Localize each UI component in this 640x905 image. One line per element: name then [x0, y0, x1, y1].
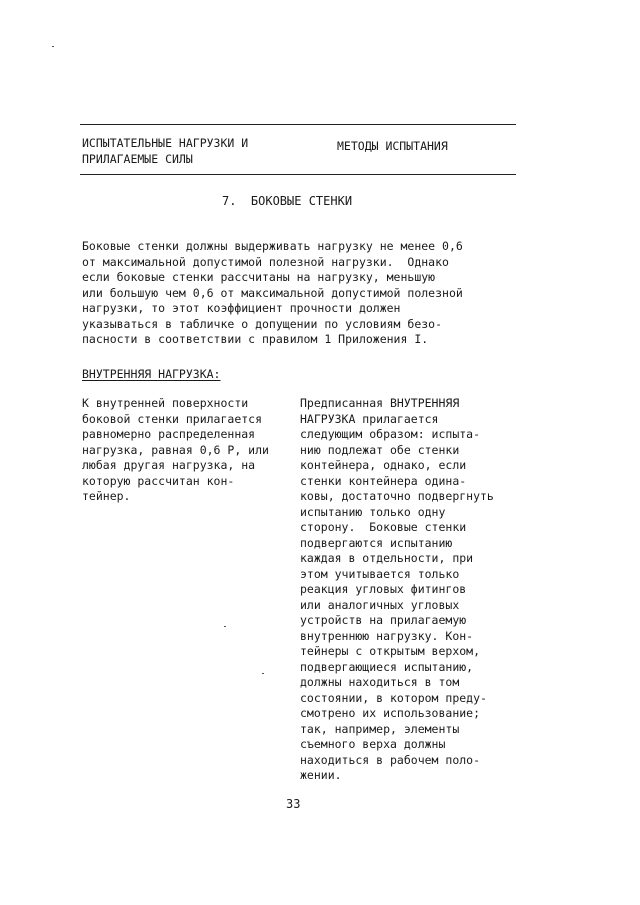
- header-top-rule: [80, 124, 516, 125]
- right-column-line: жении.: [300, 768, 342, 782]
- right-column-line: стенки контейнера одина-: [300, 473, 467, 488]
- paragraph-line: от максимальной допустимой полезной нагрузки. Однако: [82, 254, 449, 269]
- right-column-line: внутреннюю нагрузку. Кон-: [300, 628, 474, 643]
- paragraph-line: если боковые стенки рассчитаны на нагрузку, меньшую: [82, 270, 436, 284]
- paragraph-line: указываться в табличке о допущении по условиям безо-: [82, 316, 443, 331]
- paragraph-line: пасности в соответствии с правилом 1 Приложения I.: [82, 332, 429, 346]
- right-column-line: испытанию только одну: [300, 504, 446, 519]
- right-column-text: [300, 396, 494, 784]
- right-column-line: контейнера, однако, если: [300, 458, 467, 472]
- right-column-line: тейнеры с открытым верхом,: [300, 644, 481, 658]
- left-column-line: К внутренней поверхности: [82, 396, 249, 410]
- left-column-text: [82, 396, 269, 505]
- right-column-line: сторону. Боковые стенки: [300, 520, 467, 534]
- scan-speck: [52, 46, 54, 47]
- right-column-line: НАГРУЗКА прилагается: [300, 411, 439, 426]
- page-number: 33: [286, 797, 301, 811]
- right-column-line: так, например, элементы: [300, 721, 460, 736]
- left-column-line: боковой стенки прилагается: [82, 411, 263, 426]
- header-bottom-rule: [80, 174, 516, 175]
- right-column-line: устройств на прилагаемую: [300, 613, 467, 627]
- section-title: 7. БОКОВЫЕ СТЕНКИ: [222, 194, 353, 208]
- right-column-line: находиться в рабочем поло-: [300, 752, 481, 767]
- left-column-line: нагрузка, равная 0,6 Р, или: [82, 442, 269, 457]
- right-column-line: смотрено их использование;: [300, 706, 481, 720]
- paragraph-line: Боковые стенки должны выдерживать нагрузку не менее 0,6: [82, 239, 463, 253]
- right-column-line: Предписанная ВНУТРЕННЯЯ: [300, 396, 460, 410]
- paragraph-line: или большую чем 0,6 от максимальной допустимой полезной: [82, 285, 463, 300]
- scan-speck: [262, 673, 264, 674]
- right-column-line: подвергаются испытанию: [300, 535, 453, 550]
- left-column-line: тейнер.: [82, 489, 131, 503]
- right-column-line: этом учитывается только: [300, 566, 460, 581]
- left-column-line: равномерно распределенная: [82, 427, 256, 441]
- left-column-line: любая другая нагрузка, на: [82, 458, 256, 472]
- header-left-line: ПРИЛАГАЕМЫЕ СИЛЫ: [82, 151, 193, 166]
- scan-speck: [224, 626, 226, 627]
- right-column-line: подвергающиеся испытанию,: [300, 659, 474, 674]
- right-column-line: или аналогичных угловых: [300, 597, 460, 612]
- header-right-title: МЕТОДЫ ИСПЫТАНИЯ: [337, 139, 448, 153]
- subheading-internal-load: ВНУТРЕННЯЯ НАГРУЗКА:: [82, 367, 221, 381]
- right-column-line: должны находиться в том: [300, 675, 460, 689]
- right-column-line: съемного верха должны: [300, 737, 446, 751]
- right-column-line: нию подлежат обе стенки: [300, 442, 460, 457]
- right-column-line: ковы, достаточно подвергнуть: [300, 489, 494, 503]
- right-column-line: каждая в отдельности, при: [300, 551, 474, 565]
- body-paragraph: [82, 239, 463, 348]
- right-column-line: состоянии, в котором преду-: [300, 690, 487, 705]
- right-column-line: реакция угловых фитингов: [300, 582, 467, 596]
- header-left-line: ИСПЫТАТЕЛЬНЫЕ НАГРУЗКИ И: [82, 136, 249, 150]
- left-column-line: которую рассчитан кон-: [82, 473, 235, 488]
- header-left-title: [82, 136, 248, 167]
- paragraph-line: нагрузки, то этот коэффициент прочности должен: [82, 301, 401, 315]
- right-column-line: следующим образом: испыта-: [300, 427, 481, 441]
